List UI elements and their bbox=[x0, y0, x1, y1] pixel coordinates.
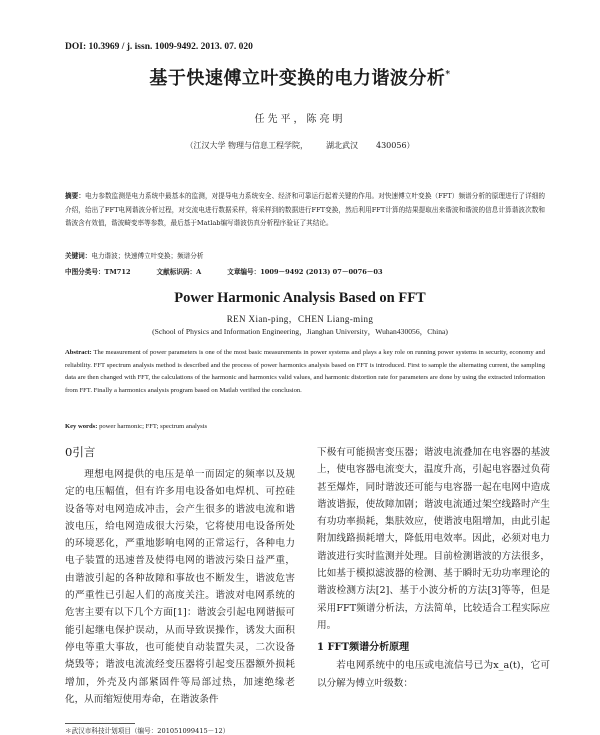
document-code: 文献标识码：A bbox=[156, 268, 202, 276]
article-number: 文章编号：1009－9492 (2013) 07－0076－03 bbox=[227, 268, 383, 276]
keywords-english bbox=[65, 423, 545, 430]
section-1-heading: 1 FFT频谱分析原理 bbox=[317, 642, 410, 654]
keywords-english-text: power harmonic; FFT; spectrum analysis bbox=[99, 423, 208, 430]
authors-english: REN Xian-ping，CHEN Liang-ming bbox=[226, 314, 374, 324]
authors-chinese: 任先平，陈亮明 bbox=[254, 114, 346, 125]
abstract-chinese-text: 电力参数监测是电力系统中最基本的监测，对提导电力系统安全、经济和可靠运行起着关键的作用。对快速傅立叶变换（FFT）频谱分析的原理进行了详细的介绍，给出了FFT电网谐波分析过程，对交流电进行数据采样，将采样到的数据进行FFT变换，然后利用FFT计算的结果提取出来谐波和谐波的信息计算谐波次数和谐波含有效值，谐波畸变率等参数，最后基于Matlab编写谐波仿真分析程序验证了其结论。 bbox=[65, 192, 546, 227]
abstract-chinese-label: 摘要： bbox=[65, 192, 85, 200]
keywords-chinese-label: 关键词： bbox=[65, 252, 92, 260]
affiliation-city: 湖北武汉 bbox=[326, 141, 358, 150]
keywords-chinese bbox=[65, 250, 203, 260]
abstract-english bbox=[65, 347, 545, 397]
keywords-english-label: Key words: bbox=[65, 423, 98, 430]
keywords-chinese-text: 电力谐波；快速傅立叶变换；频谱分析 bbox=[91, 252, 204, 260]
abstract-english-text: The measurement of power parameters is one of the most basic measurements in power systems and plays a key role on running power systems in security, economy and reliability. FFT spectrum analysis method is described and the process of power harmonics analysis based on FFT is introduced. First to sample the alternating current, the sampling data are then changed with FFT, the calculations of the harmonic and harmonics valid values, and harmonic distortion rate for parameters are done by using the extracted information from FFT. Finally a harmonics analysis program based on Matlab verified the conclusion. bbox=[65, 349, 545, 394]
body-column-left bbox=[65, 444, 295, 708]
abstract-english-label: Abstract: bbox=[65, 349, 92, 356]
classification-meta bbox=[65, 266, 545, 276]
abstract-chinese bbox=[65, 190, 545, 231]
title-footnote-mark: * bbox=[445, 70, 451, 80]
affiliation-chinese bbox=[0, 140, 600, 151]
clc-number: 中图分类号：TM712 bbox=[65, 268, 131, 276]
affiliation-postcode: 430056） bbox=[376, 141, 415, 150]
footnote-divider bbox=[65, 723, 135, 724]
doi-line: DOI: 10.3969 / j. issn. 1009-9492. 2013. 07. 020 bbox=[65, 42, 253, 52]
affiliation-school: （江汉大学 物理与信息工程学院， bbox=[185, 141, 308, 150]
intro-paragraph-left: 理想电网提供的电压是单一而固定的频率以及规定的电压幅值，但有许多用电设备如电焊机、可控硅设备等对电网造成冲击，会产生很多的谐波电流和谐波电压，给电网造成很大污染，它将使用电设备所处的环境恶化，严重地影响电网的正常运行，各种电力电子装置的迅速普及使得电网的谐波污染日益严重，由谐波引起的各种故障和事故也不断发生，谐波危害的严重性已引起人们的高度关注。谐波对电网系统的危害主要有以下几个方面[1]：谐波会引起电网谐振可能引起继电保护误动，从而导致误操作，诱发大面积停电等重大事故，也可能使自动装置失灵，二次设备烧毁等；谐波电流流经变压器将引起变压器额外损耗增加，外壳及内部紧固件等局部过热，加速绝缘老化，从而缩短使用寿命，在谐波条件 bbox=[65, 469, 295, 705]
section-1-paragraph: 若电网系统中的电压或电流信号已为x_a(t)，它可以分解为傅立叶级数： bbox=[317, 660, 550, 689]
title-chinese-text: 基于快速傅立叶变换的电力谐波分析 bbox=[149, 68, 446, 89]
section-0-heading: 0引言 bbox=[65, 445, 96, 459]
affiliation-english: (School of Physics and Information Engineering，Jianghan University，Wuhan430056，China) bbox=[152, 327, 448, 336]
title-chinese bbox=[0, 64, 600, 90]
title-english: Power Harmonic Analysis Based on FFT bbox=[174, 290, 426, 306]
footnote: ＊武汉市科技计划项目（编号：201051099415－12） bbox=[65, 727, 230, 735]
body-column-right bbox=[317, 444, 550, 692]
intro-paragraph-right: 下极有可能损害变压器；谐波电流叠加在电容器的基波上，使电容器电流变大，温度升高，引起电容器过负荷甚至爆炸，同时谐波还可能与电容器一起在电网中造成谐波谐振，使故障加剧；谐波电流通过架空线路时产生有功功率损耗，集肤效应，使谐波电阻增加，由此引起附加线路损耗增大，降低用电效率。因此，必须对电力谐波进行实时监测并处理。目前检测谐波的方法很多，比如基于模拟滤波器的检测、基于瞬时无功功率理论的谐波检测方法[2]、基于小波分析的方法[3]等等，但是采用FFT频谱分析法，方法简单，比较适合工程实际应用。 bbox=[317, 447, 550, 631]
